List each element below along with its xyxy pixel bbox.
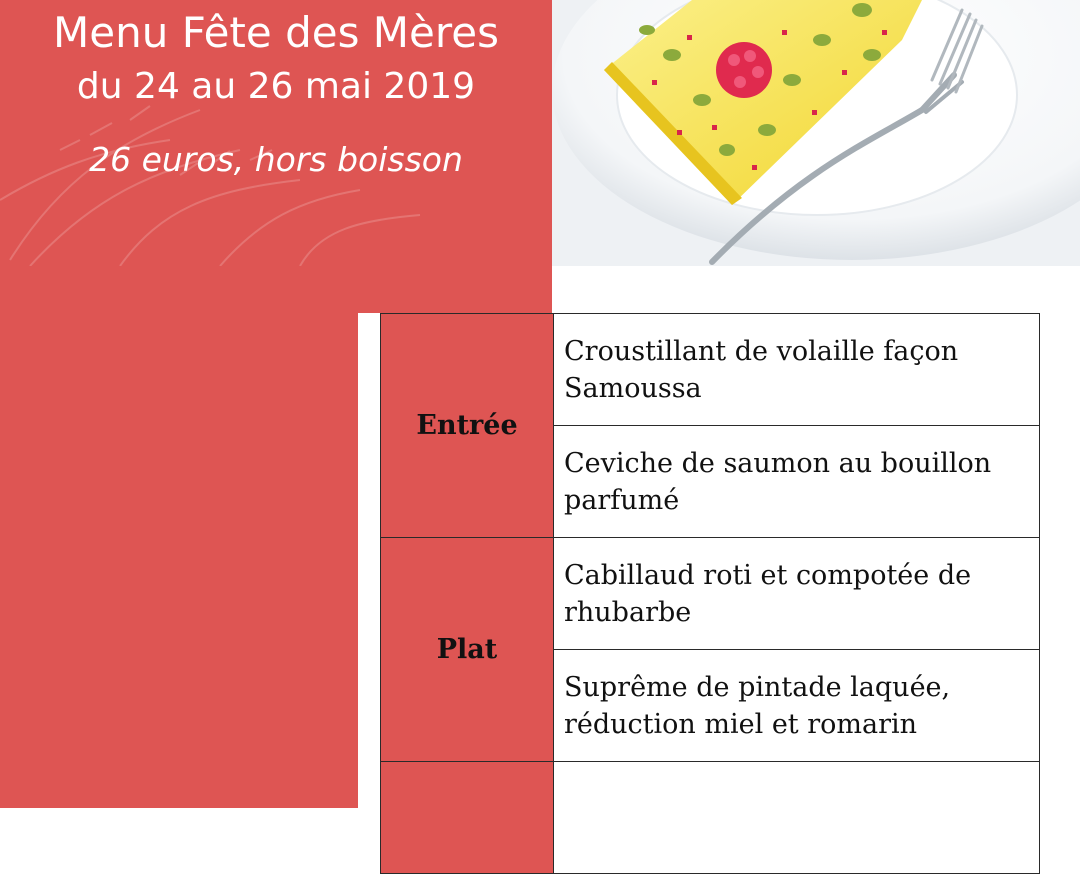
table-row	[381, 762, 1040, 874]
dessert-illustration	[552, 0, 1080, 266]
table-row	[381, 314, 1040, 426]
menu-dates: du 24 au 26 mai 2019	[76, 66, 476, 107]
menu-table	[380, 313, 1040, 874]
dish-item: Ceviche de saumon au bouillon parfumé	[554, 426, 1040, 538]
menu-title: Menu Fête des Mères	[53, 8, 499, 57]
course-label-entree: Entrée	[381, 314, 554, 538]
dessert-photo	[552, 0, 1080, 266]
dish-item	[554, 762, 1040, 874]
side-accent-left	[0, 313, 358, 808]
dish-item: Suprême de pintade laquée, réduction miel et romarin	[554, 650, 1040, 762]
table-row	[381, 538, 1040, 650]
dish-item: Croustillant de volaille façon Samoussa	[554, 314, 1040, 426]
menu-price: 26 euros, hors boisson	[89, 140, 463, 179]
course-label-plat: Plat	[381, 538, 554, 762]
course-label-next	[381, 762, 554, 874]
header-banner	[0, 0, 552, 266]
side-accent-top	[0, 266, 552, 313]
table-gutter	[358, 313, 380, 808]
dish-item: Cabillaud roti et compotée de rhubarbe	[554, 538, 1040, 650]
